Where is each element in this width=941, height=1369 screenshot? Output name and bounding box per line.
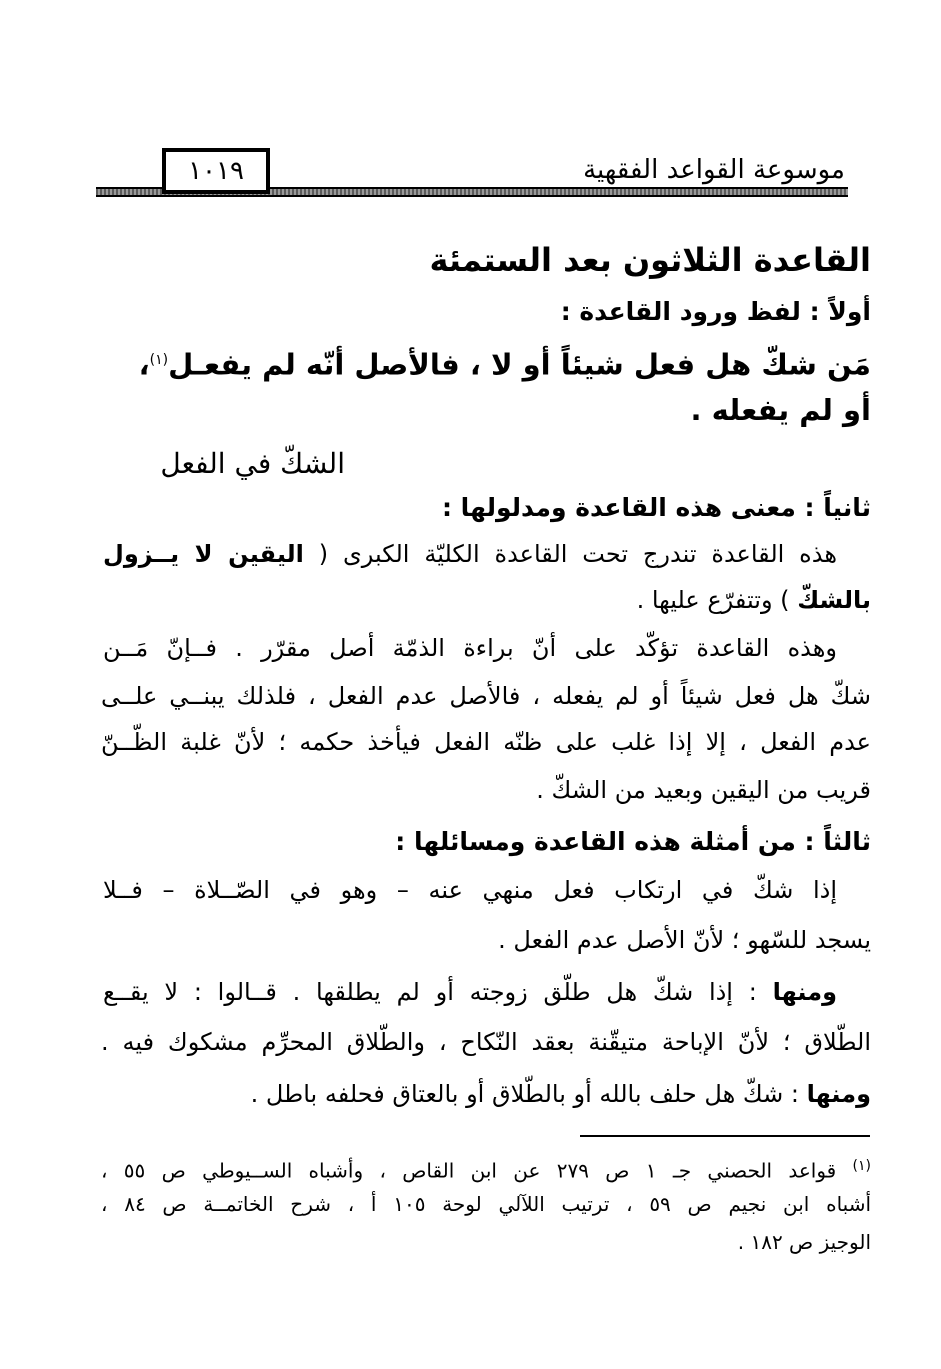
section3-p1-line2: يسجد للسّهو ؛ لأنّ الأصل عدم الفعل . xyxy=(498,926,871,954)
section2-p2-line4: قريب من اليقين وبعيد من الشكّ . xyxy=(536,776,871,804)
rule-subtitle: الشكّ في الفعل xyxy=(160,447,345,480)
section2-heading: ثانياً : معنى هذه القاعدة ومدلولها : xyxy=(441,493,871,522)
footnote-line3: الوجيز ص ١٨٢ . xyxy=(737,1230,871,1254)
section2-p2-line1: وهذه القاعدة تؤكّد على أنّ براءة الذمّة أصل مقرّر . فــإنّ مَــن xyxy=(103,634,837,662)
page-number: ١٠١٩ xyxy=(162,148,270,194)
section3-p2-line2: الطّلاق ؛ لأنّ الإباحة متيقّنة بعقد النّكاح ، والطّلاق المحرِّم مشكوك فيه . xyxy=(101,1028,871,1056)
section2-p2-line3: عدم الفعل ، إلا إذا غلب على ظنّه الفعل فيأخذ حكمه ؛ لأنّ غلبة الظّــنّ xyxy=(101,728,871,756)
section3-p3-line1 xyxy=(101,1074,871,1114)
footnote-line1 xyxy=(101,1150,871,1187)
section2-p1-line1 xyxy=(103,534,837,574)
section3-p3-lead: ومنها xyxy=(806,1080,871,1108)
section2-p1-bold: اليقين لا يــزول xyxy=(103,540,304,568)
footnote-marker: (١) xyxy=(852,1158,872,1174)
section2-p1-line2-bold: بالشكّ xyxy=(797,586,871,614)
rule-statement-line1 xyxy=(101,338,871,387)
section2-p1-line2 xyxy=(101,580,871,620)
section1-heading: أولاً : لفظ ورود القاعدة : xyxy=(560,297,871,326)
footnote-divider xyxy=(580,1135,870,1137)
section2-p1-line2-text: ) وتتفرّع عليها . xyxy=(636,586,790,614)
section2-p2-line2: شكّ هل فعل شيئاً أو لم يفعله ، فالأصل عدم الفعل ، فلذلك يبنــي علــى xyxy=(101,682,871,710)
section3-heading: ثالثاً : من أمثلة هذه القاعدة ومسائلها : xyxy=(395,827,871,856)
section3-p2-lead: ومنها xyxy=(772,978,837,1006)
footnote-line1-text: قواعد الحصني جـ ١ ص ٢٧٩ عن ابن القاص ، وأشباه الســيوطي ص ٥٥ ، xyxy=(101,1158,837,1183)
rule-statement-tail: ، xyxy=(138,347,150,382)
section3-p3-text: : شكّ هل حلف بالله أو بالطّلاق أو بالعتاق فحلفه باطل . xyxy=(250,1080,799,1108)
footnote-ref[interactable]: (١) xyxy=(149,352,169,368)
section3-p2-line1-text: : إذا شكّ هل طلّق زوجته أو لم يطلقها . قــالوا : لا يقــع xyxy=(103,978,757,1006)
section2-p1-text: هذه القاعدة تندرج تحت القاعدة الكليّة الكبرى ( xyxy=(318,540,837,568)
section3-p2-line1 xyxy=(103,972,837,1012)
book-title: موسوعة القواعد الفقهية xyxy=(583,155,845,185)
section3-p1-line1: إذا شكّ في ارتكاب فعل منهي عنه – وهو في الصّــلاة – فــلا xyxy=(103,876,837,904)
rule-statement-line2: أو لم يفعله . xyxy=(690,393,871,427)
rule-title: القاعدة الثلاثون بعد الستمئة xyxy=(429,241,871,279)
rule-statement-text: مَن شكّ هل فعل شيئاً أو لا ، فالأصل أنّه لم يفعـل xyxy=(168,347,871,382)
footnote-line2: أشباه ابن نجيم ص ٥٩ ، ترتيب اللآلي لوحة ١٠٥ أ ، شرح الخاتمــة ص ٨٤ ، xyxy=(101,1192,872,1216)
